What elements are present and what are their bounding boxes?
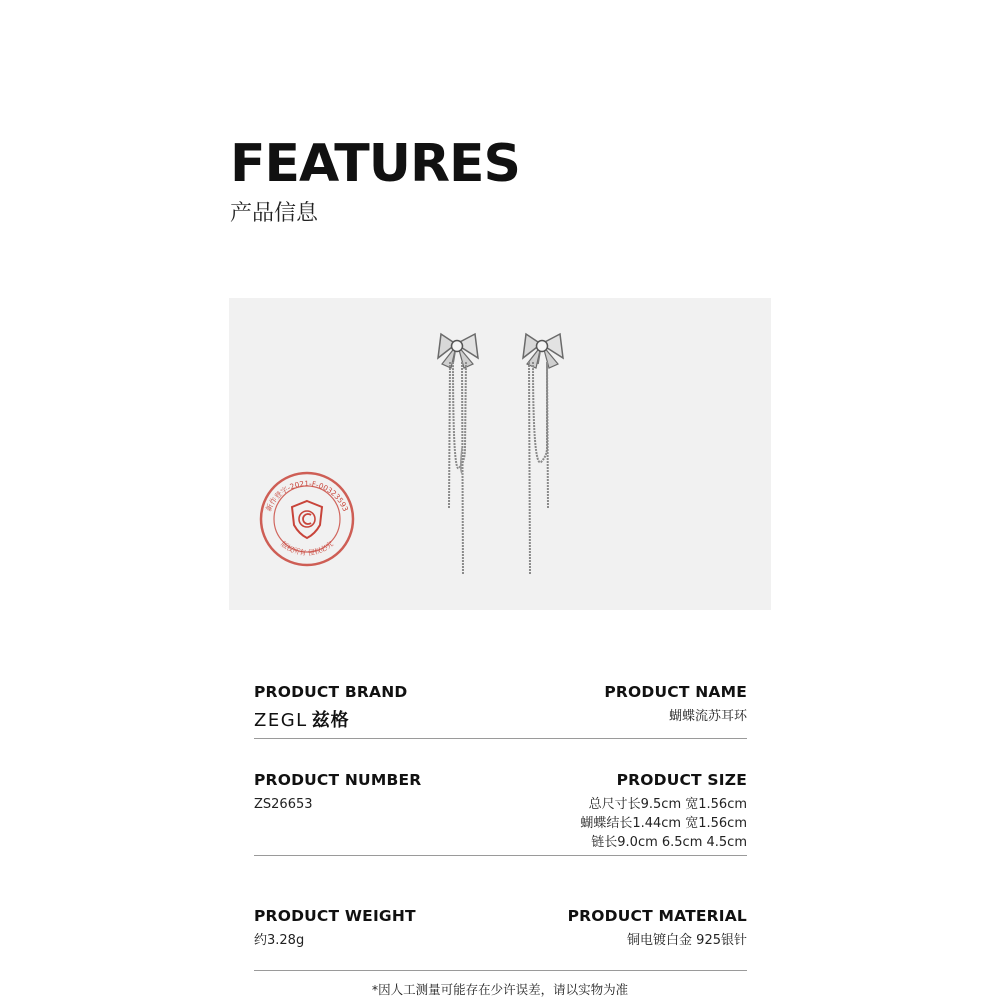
product-number-value: ZS26653 [254, 797, 313, 812]
product-name-label: PRODUCT NAME [604, 683, 747, 701]
product-name-value: 蝴蝶流苏耳环 [668, 709, 747, 724]
product-size-label: PRODUCT SIZE [616, 771, 747, 789]
shield-icon [292, 501, 322, 538]
measurement-disclaimer: *因人工测量可能存在少许误差，请以实物为准 [371, 982, 629, 997]
brand-logo [254, 706, 407, 732]
product-material-label: PRODUCT MATERIAL [567, 907, 747, 925]
size-line-chain: 链长9.0cm 6.5cm 4.5cm [591, 835, 747, 850]
page-title: FEATURES [230, 134, 520, 194]
product-weight [254, 907, 416, 950]
product-number-label: PRODUCT NUMBER [254, 771, 422, 789]
left-earring [438, 334, 478, 575]
product-weight-label: PRODUCT WEIGHT [254, 907, 416, 925]
brand-name-en: ZEGL [254, 710, 308, 731]
product-name [604, 683, 747, 726]
product-material-value: 铜电镀白金 925银针 [627, 933, 747, 948]
size-line-total: 总尺寸长9.5cm 宽1.56cm [588, 797, 747, 812]
stamp-registration-text: 新作登字-2021-F-00323593 [263, 478, 351, 513]
product-size-values [580, 795, 747, 852]
divider-2 [254, 855, 747, 856]
stamp-rights-text: 版权所有 侵权必究 [279, 540, 335, 558]
product-photo [229, 298, 771, 610]
product-material [568, 907, 747, 950]
product-size [580, 771, 747, 852]
copyright-stamp [261, 473, 353, 565]
product-weight-value: 约3.28g [254, 933, 305, 948]
size-line-bow: 蝴蝶结长1.44cm 宽1.56cm [580, 816, 747, 831]
earrings-illustration [229, 298, 771, 610]
product-number [254, 771, 421, 814]
product-brand-label: PRODUCT BRAND [254, 683, 408, 701]
right-earring [523, 334, 563, 575]
divider-1 [254, 738, 747, 739]
features-heading [230, 134, 520, 227]
brand-name-cn: 兹格 [311, 710, 350, 731]
product-brand [254, 683, 407, 732]
divider-3 [254, 970, 747, 971]
page-subtitle: 产品信息 [230, 201, 319, 226]
